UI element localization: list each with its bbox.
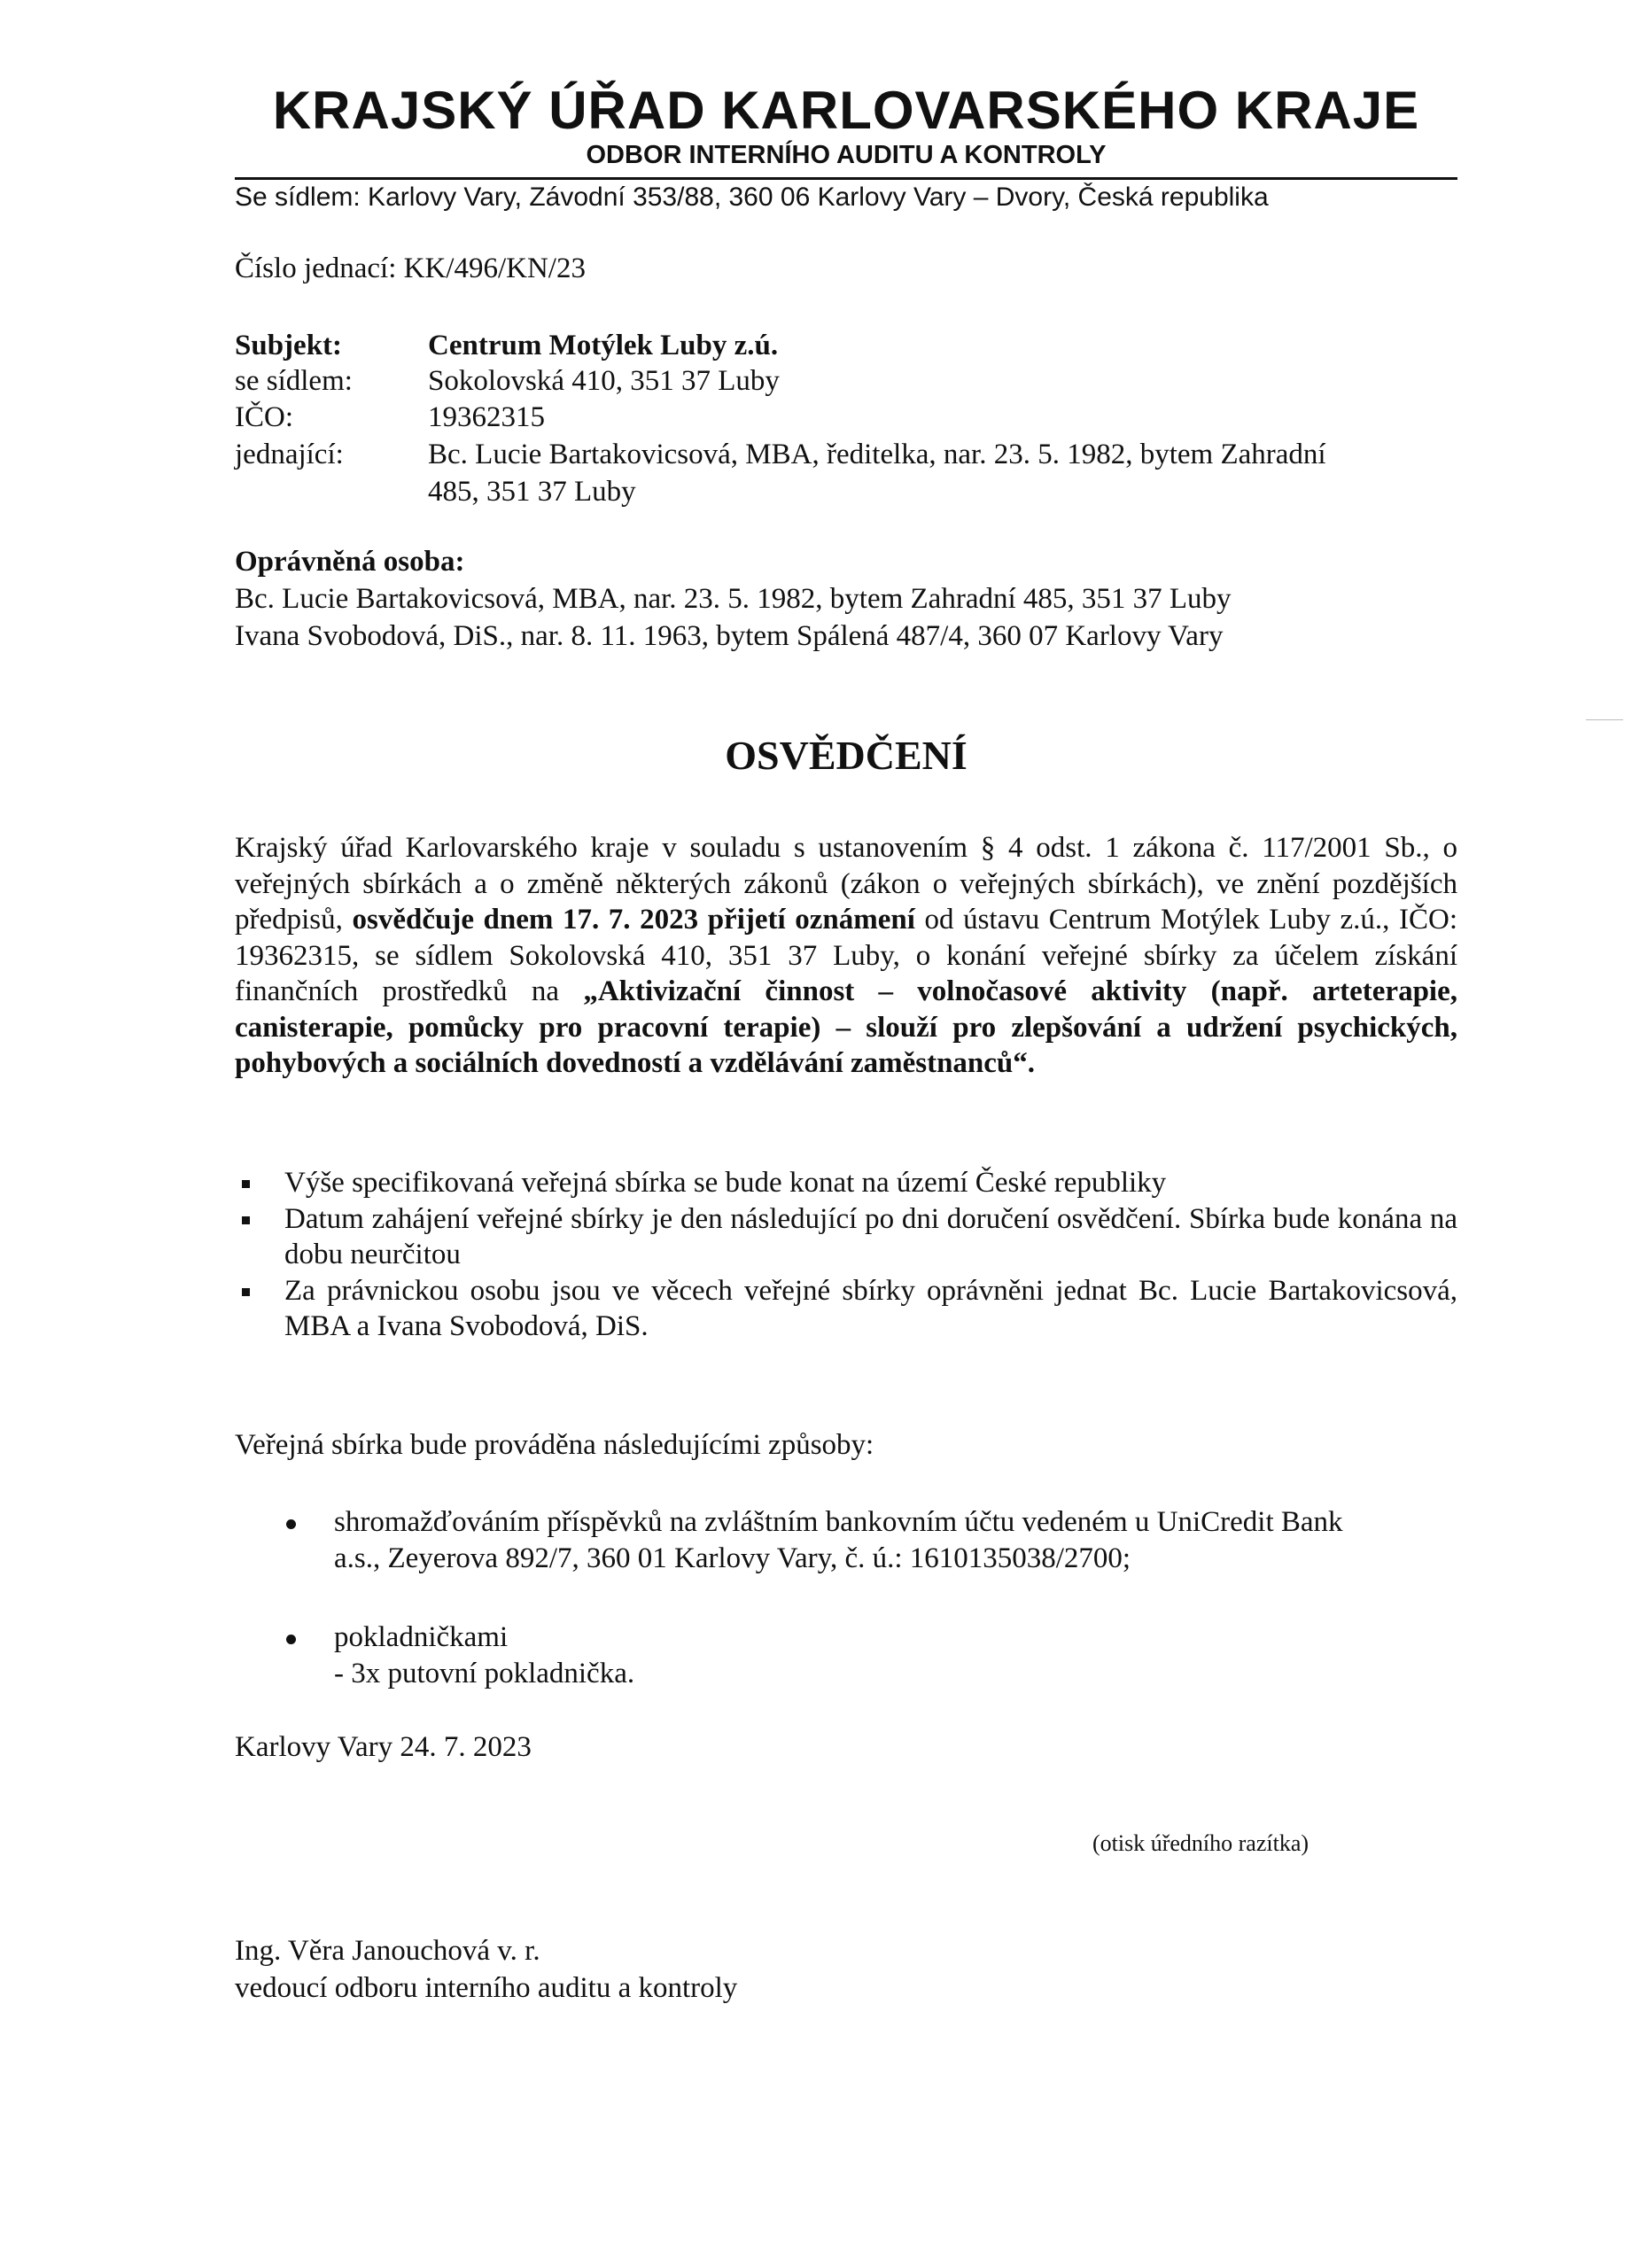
acting-value-line1: Bc. Lucie Bartakovicsová, MBA, ředitelka, nar. 23. 5. 1982, bytem Zahradní	[428, 439, 1326, 470]
certificate-heading: OSVĚDČENÍ	[725, 733, 968, 778]
certificate-paragraph	[235, 830, 1457, 1082]
seat-value: Sokolovská 410, 351 37 Luby	[428, 365, 780, 397]
list-item	[235, 1273, 1457, 1345]
paragraph-text-1: Krajský úřad Karlovarského kraje v souladu s ustanovením § 4 odst. 1 zákona č. 117/2001 Sb., o veřejných sbírkách a o změně některých zákonů (zákon o veřejných sbírkách), ve znění pozdějších předpisů,	[235, 832, 1457, 936]
method-1-line-2: a.s., Zeyerova 892/7, 360 01 Karlovy Vary, č. ú.: 1610135038/2700;	[334, 1542, 1131, 1574]
paragraph-text-2: od ústavu Centrum Motýlek Luby z.ú., IČO: 19362315, se sídlem Sokolovská 410, 351 37 Luby, o konání veřejné sbírky za účelem získání finančních prostředků na	[235, 904, 1457, 1007]
department-name: ODBOR INTERNÍHO AUDITU A KONTROLY	[586, 141, 1107, 169]
office-title: KRAJSKÝ ÚŘAD KARLOVARSKÉHO KRAJE	[272, 81, 1420, 140]
list-item	[235, 1165, 1457, 1201]
acting-label: jednající:	[235, 439, 344, 470]
margin-mark	[1586, 719, 1623, 720]
list-item	[235, 1201, 1457, 1273]
round-bullet-icon	[286, 1635, 296, 1644]
ico-value: 19362315	[428, 401, 545, 433]
paragraph-bold-2: „Aktivizační činnost – volnočasové aktivity (např. arteterapie, canisterapie, pomůcky pro pracovní terapie) – slouží pro zlepšování a udržení psychických, pohybových a sociálních dovedností a vzdělávání zaměstnanců“.	[235, 975, 1457, 1079]
methods-intro: Veřejná sbírka bude prováděna následujícími způsoby:	[235, 1429, 874, 1461]
condition-text: Výše specifikovaná veřejná sbírka se bude konat na území České republiky	[284, 1167, 1167, 1199]
method-2-line-1: pokladničkami	[334, 1621, 509, 1653]
list-item	[288, 1504, 1343, 1577]
place-date: Karlovy Vary 24. 7. 2023	[235, 1731, 532, 1763]
conditions-list	[235, 1165, 1457, 1345]
stamp-note: (otisk úředního razítka)	[1092, 1830, 1309, 1856]
authorized-label: Oprávněná osoba:	[235, 546, 465, 578]
condition-text: Za právnickou osobu jsou ve věcech veřejné sbírky oprávněni jednat Bc. Lucie Bartakovicsová, MBA a Ivana Svobodová, DiS.	[284, 1274, 1457, 1342]
subject-label: Subjekt:	[235, 330, 343, 361]
method-2-line-2: - 3x putovní pokladnička.	[334, 1658, 635, 1689]
list-item	[288, 1619, 634, 1692]
authorized-person-2: Ivana Svobodová, DiS., nar. 8. 11. 1963, bytem Spálená 487/4, 360 07 Karlovy Vary	[235, 620, 1224, 652]
method-1-line-1: shromažďováním příspěvků na zvláštním bankovním účtu vedeném u UniCredit Bank	[334, 1506, 1343, 1538]
paragraph-bold-1: osvědčuje dnem 17. 7. 2023 přijetí oznámení	[352, 904, 915, 936]
signatory-name: Ing. Věra Janouchová v. r.	[235, 1935, 540, 1967]
header-divider	[235, 177, 1457, 180]
square-bullet-icon	[242, 1180, 250, 1188]
square-bullet-icon	[242, 1288, 250, 1296]
signatory-title: vedoucí odboru interního auditu a kontroly	[235, 1972, 738, 2004]
square-bullet-icon	[242, 1216, 250, 1224]
authorized-person-1: Bc. Lucie Bartakovicsová, MBA, nar. 23. 5. 1982, bytem Zahradní 485, 351 37 Luby	[235, 583, 1232, 615]
reference-number: Číslo jednací: KK/496/KN/23	[235, 252, 586, 284]
round-bullet-icon	[286, 1519, 296, 1529]
acting-value-line2: 485, 351 37 Luby	[428, 476, 636, 508]
ico-label: IČO:	[235, 401, 293, 433]
condition-text: Datum zahájení veřejné sbírky je den následující po dni doručení osvědčení. Sbírka bude konána na dobu neurčitou	[284, 1202, 1457, 1270]
office-seat: Se sídlem: Karlovy Vary, Závodní 353/88, 360 06 Karlovy Vary – Dvory, Česká republika	[235, 183, 1269, 212]
subject-value: Centrum Motýlek Luby z.ú.	[428, 330, 779, 361]
seat-label: se sídlem:	[235, 365, 353, 397]
